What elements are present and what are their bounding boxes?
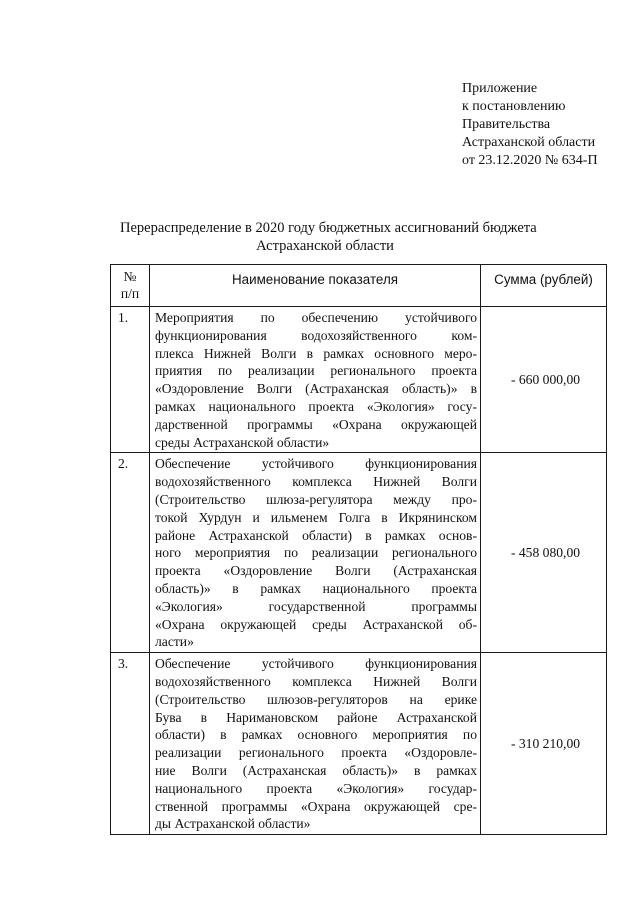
table-header-row	[111, 265, 607, 307]
row-name-line: водохозяйственного комплекса Нижней Волги	[155, 474, 477, 490]
row-name-line: национального проекта «Экология» государ-	[155, 780, 477, 796]
header-number-line: п/п	[120, 286, 140, 301]
row-number: 3.	[111, 653, 150, 835]
row-name-line: ственной программы «Охрана окружающей сре-	[155, 798, 477, 814]
row-name-line: рамках национального проекта «Экология» госу-	[155, 398, 477, 414]
row-name-line: проекта «Оздоровление Волги (Астраханская	[155, 563, 477, 579]
table-row	[111, 453, 607, 653]
appendix-line: Приложение	[462, 81, 538, 96]
row-name-line: Обеспечение устойчивого функционирования	[155, 656, 477, 672]
row-name-line: приятия по реализации регионального проекта	[155, 363, 477, 379]
row-name	[150, 453, 481, 653]
row-name-line: «Экология» государственной программы	[155, 598, 477, 614]
row-number: 1.	[111, 307, 150, 453]
appendix-line: Астраханской области	[462, 135, 596, 150]
appendix-block	[462, 80, 598, 170]
row-name-line: ласти»	[155, 634, 194, 650]
row-name-line: «Охрана окружающей среды Астраханской об-	[155, 616, 477, 632]
row-name-line: среды Астраханской области»	[155, 434, 330, 450]
title-line: Астраханской области	[256, 238, 394, 254]
row-name-line: (Строительство шлюзов-регуляторов на ерике	[155, 691, 477, 707]
row-name-line: ного мероприятия по реализации регионального	[155, 545, 477, 561]
row-sum: - 660 000,00	[481, 307, 607, 453]
row-name-line: реализации регионального проекта «Оздоровле-	[155, 745, 477, 761]
table-row	[111, 653, 607, 835]
row-sum: - 458 080,00	[481, 453, 607, 653]
header-number-line: №	[123, 269, 137, 284]
row-sum: - 310 210,00	[481, 653, 607, 835]
row-name-line: области) в рамках основного мероприятия по	[155, 727, 477, 743]
row-name-line: Мероприятия по обеспечению устойчивого	[155, 310, 477, 325]
appendix-line: от 23.12.2020 № 634-П	[462, 153, 598, 168]
header-name: Наименование показателя	[150, 265, 481, 307]
table-row	[111, 307, 607, 453]
row-name-line: функционирования водохозяйственного ком-	[155, 327, 477, 343]
row-name-line: Бува в Наримановском районе Астраханской	[155, 709, 477, 725]
row-name-line: токой Хурдун и ильменем Голга в Икрянинском	[155, 509, 477, 525]
row-name	[150, 653, 481, 835]
header-number	[111, 265, 150, 307]
row-name-line: Обеспечение устойчивого функционирования	[155, 456, 477, 472]
row-name-line: область)» в рамках национального проекта	[155, 580, 477, 596]
header-sum: Сумма (рублей)	[481, 265, 607, 307]
row-name-line: водохозяйственного комплекса Нижней Волги	[155, 673, 477, 689]
row-name-line: плекса Нижней Волги в рамках основного меро-	[155, 345, 477, 361]
row-name-line: ние Волги (Астраханская область)» в рамках	[155, 762, 477, 778]
row-name-line: дарственной программы «Охрана окружающей	[155, 416, 477, 432]
row-number: 2.	[111, 453, 150, 653]
row-name-line: (Строительство шлюза-регулятора между про-	[155, 491, 477, 507]
budget-table	[110, 264, 607, 835]
row-name-line: ды Астраханской области»	[155, 816, 311, 832]
row-name-line: «Оздоровление Волги (Астраханская область)» в	[155, 381, 477, 397]
row-name-line: районе Астраханской области) в рамках основ-	[155, 527, 477, 543]
appendix-line: к постановлению	[462, 99, 566, 114]
appendix-line: Правительства	[462, 117, 551, 132]
title-line: Перераспределение в 2020 году бюджетных ассигнований бюджета	[120, 220, 537, 236]
row-name	[150, 307, 481, 453]
document-title	[120, 219, 537, 255]
